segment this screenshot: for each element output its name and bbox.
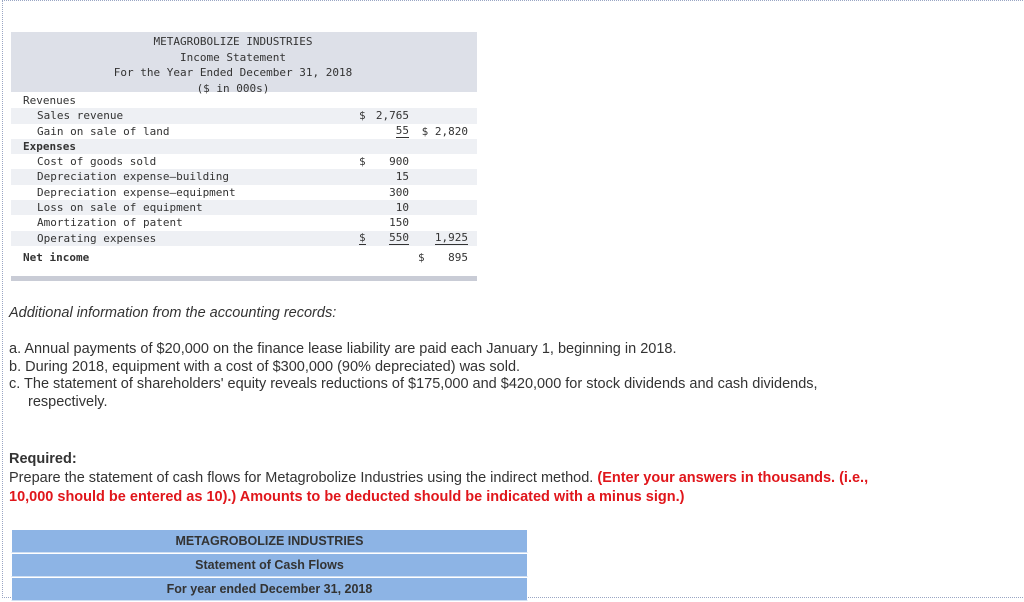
cash-flow-period: For year ended December 31, 2018 — [11, 577, 528, 601]
row-dollar: $ — [359, 109, 366, 123]
statement-bottom-bar — [11, 276, 477, 281]
cash-flow-table-header — [11, 529, 528, 601]
expenses-heading-row — [11, 139, 477, 154]
row-amount: 550 — [389, 230, 409, 244]
row-amount: 15 — [395, 170, 409, 184]
row-amount: 10 — [395, 201, 409, 215]
statement-row — [11, 215, 477, 230]
list-item: a. Annual payments of $20,000 on the finance lease liability are paid each January 1, beginning in 2018. — [9, 341, 677, 357]
row-amount: 900 — [389, 155, 409, 169]
row-label: Operating expenses — [37, 231, 157, 245]
cash-flow-title: Statement of Cash Flows — [11, 553, 528, 577]
row-amount: 55 — [395, 123, 409, 137]
statement-row — [11, 185, 477, 200]
row-amount: 2,765 — [375, 109, 409, 123]
row-label: Gain on sale of land — [37, 124, 170, 138]
cash-flow-company: METAGROBOLIZE INDUSTRIES — [11, 529, 528, 553]
statement-row — [11, 200, 477, 215]
revenues-label: Revenues — [23, 94, 76, 107]
income-statement-body — [11, 93, 477, 265]
row-amount: 300 — [389, 185, 409, 199]
statement-row — [11, 154, 477, 169]
row-label: Loss on sale of equipment — [37, 201, 203, 215]
net-income-amount: 895 — [448, 250, 468, 264]
income-statement-header — [11, 32, 477, 95]
statement-period: For the Year Ended December 31, 2018 — [113, 66, 353, 79]
row-total: 1,925 — [434, 230, 468, 244]
row-total: $ 2,820 — [421, 124, 468, 138]
list-item-continuation: respectively. — [28, 393, 108, 410]
row-amount: 150 — [389, 216, 409, 230]
list-item: c. The statement of shareholders' equity reveals reductions of $175,000 and $420,000 for stock dividends and cash dividends, — [9, 376, 818, 392]
required-section — [9, 450, 1009, 507]
required-note-line2: 10,000 should be entered as 10).) Amounts to be deducted should be indicated with a minus sign.) — [9, 489, 685, 505]
row-label: Depreciation expense—building — [37, 170, 230, 184]
statement-row — [11, 231, 477, 246]
required-text — [9, 469, 1009, 488]
row-dollar: $ — [359, 155, 366, 169]
additional-info-heading: Additional information from the accounting records: — [9, 305, 337, 321]
row-label: Amortization of patent — [37, 216, 183, 230]
net-income-row — [11, 250, 477, 265]
required-note-line1: (Enter your answers in thousands. (i.e., — [597, 470, 869, 486]
statement-row — [11, 124, 477, 139]
statement-row — [11, 108, 477, 123]
row-dollar: $ — [359, 230, 366, 244]
additional-info-list — [9, 341, 1009, 411]
expenses-label: Expenses — [23, 139, 76, 153]
net-income-label: Net income — [23, 250, 90, 264]
company-name: METAGROBOLIZE INDUSTRIES — [153, 35, 313, 48]
statement-title: Income Statement — [180, 50, 286, 64]
list-item: b. During 2018, equipment with a cost of $300,000 (90% depreciated) was sold. — [9, 358, 521, 375]
statement-units: ($ in 000s) — [196, 81, 270, 95]
required-heading: Required: — [9, 451, 77, 467]
statement-row — [11, 169, 477, 184]
row-label: Depreciation expense—equipment — [37, 185, 236, 199]
row-label: Cost of goods sold — [37, 155, 157, 169]
row-label: Sales revenue — [37, 109, 124, 123]
revenues-heading-row — [11, 93, 477, 108]
required-instruction: Prepare the statement of cash flows for Metagrobolize Industries using the indirect method. — [9, 470, 594, 486]
net-income-dollar: $ — [418, 250, 425, 264]
